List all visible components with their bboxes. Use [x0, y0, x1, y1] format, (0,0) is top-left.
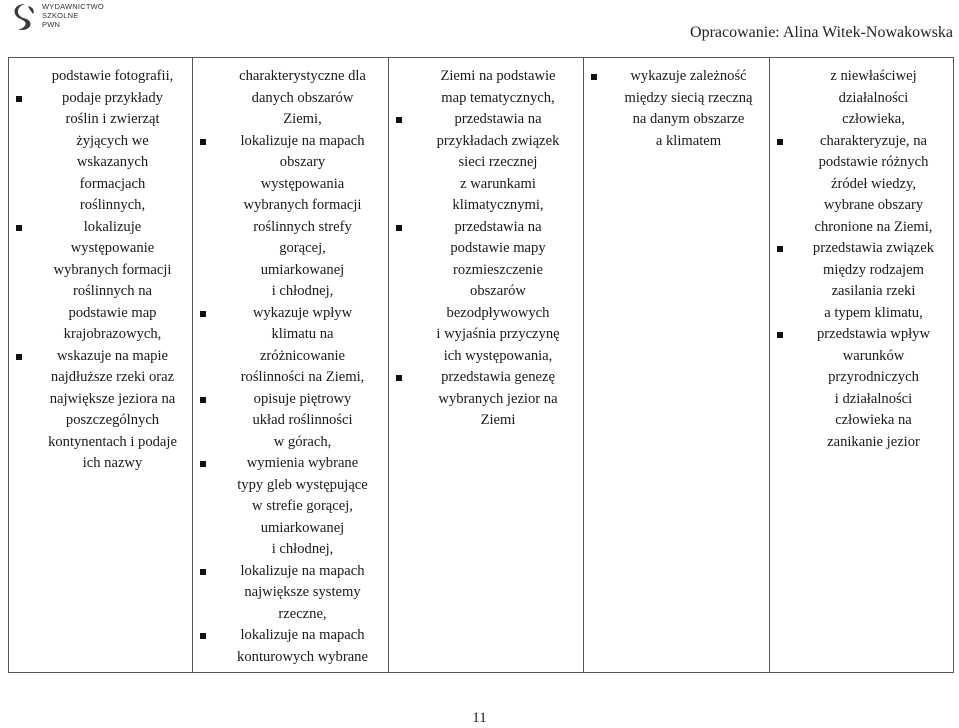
list-item-continuation: umiarkowanej [260, 261, 345, 278]
list-item-continuation: przykładach związek [436, 132, 560, 149]
list-item-continuation: wybranych jezior na [438, 390, 558, 407]
list-item-continuation: największe systemy [244, 584, 361, 600]
list-item-continuation: największe jeziora na [49, 390, 176, 407]
list-item-continuation: rzeczne, [278, 605, 327, 622]
list-item-continuation: roślinności na Ziemi, [240, 369, 365, 385]
list-item-continuation: człowieka na [835, 412, 912, 428]
list-item-continuation: z niewłaściwej [830, 68, 917, 84]
col-list [393, 66, 579, 432]
list-item-continuation: wskazanych [76, 154, 149, 170]
list-item-continuation: kontynentach i podaje [48, 433, 177, 450]
list-item-continuation: a typem klimatu, [824, 304, 923, 321]
list-item-continuation: między rodzajem [823, 261, 924, 278]
table-cell-col-2 [193, 58, 389, 673]
bullet-list-item: przedstawia wpływ [774, 324, 949, 346]
publisher-line: WYDAWNICTWO [42, 2, 104, 11]
list-item-continuation: żyjących we [76, 132, 149, 149]
bullet-list-item: wskazuje na mapie [13, 346, 188, 368]
list-item-continuation: podstawie fotografii, [51, 68, 174, 84]
table-cell-col-4 [584, 58, 770, 673]
col-list [13, 66, 188, 475]
list-item-continuation: wybranych formacji [243, 197, 362, 213]
list-item-continuation: chronione na Ziemi, [814, 218, 933, 235]
list-item-continuation: rozmieszczenie [453, 261, 543, 278]
bullet-list-item: przedstawia na [393, 109, 579, 131]
list-item-continuation: człowieka, [842, 111, 905, 127]
list-item-continuation: występowanie [70, 240, 155, 256]
list-item-continuation: roślinnych, [79, 197, 146, 213]
list-item-continuation: roślin i zwierząt [65, 111, 160, 127]
bullet-list-item: lokalizuje na mapach [197, 561, 384, 583]
bullet-list-item: wykazuje zależność [588, 66, 765, 88]
table-cell-col-3 [389, 58, 584, 673]
list-item-continuation: warunków [842, 347, 905, 364]
list-item-continuation: zanikanie jezior [827, 433, 920, 450]
list-item-continuation: klimatycznymi, [452, 197, 544, 213]
list-item-continuation: bezodpływowych [446, 304, 550, 321]
list-item-continuation: najdłuższe rzeki oraz [50, 369, 175, 385]
list-item-continuation: a klimatem [655, 132, 722, 149]
bullet-list-item: przedstawia genezę [393, 367, 579, 389]
bullet-list-item: przedstawia związek [774, 238, 949, 260]
list-item-continuation: Ziemi na podstawie [440, 68, 556, 84]
list-item-continuation: między siecią rzeczną [624, 89, 753, 106]
list-item-continuation: źródeł wiedzy, [831, 175, 916, 192]
list-item-continuation: i wyjaśnia przyczynę [436, 326, 560, 342]
list-item-continuation: krajobrazowych, [63, 326, 162, 342]
list-item-continuation: typy gleb występujące [237, 476, 368, 493]
list-item-continuation: Ziemi, [283, 111, 322, 127]
col-list [197, 66, 384, 668]
publisher-line: PWN [42, 20, 61, 29]
list-item-continuation: podstawie mapy [450, 240, 546, 256]
list-item-continuation: poszczególnych [65, 412, 160, 428]
bullet-list-item: wykazuje wpływ [197, 303, 384, 325]
bullet-list-item: wymienia wybrane [197, 453, 384, 475]
bullet-list-item: lokalizuje na mapach [197, 625, 384, 647]
table-cell-col-5 [770, 58, 954, 673]
publisher-line: SZKOLNE [42, 11, 79, 20]
list-item-continuation: umiarkowanej [260, 519, 345, 536]
list-item-continuation: konturowych wybrane [237, 648, 368, 665]
list-item-continuation: ich występowania, [443, 347, 553, 364]
list-item-continuation: zróżnicowanie [259, 347, 346, 364]
list-item-continuation: gorącej, [279, 240, 326, 256]
requirements-table [8, 57, 954, 673]
list-item-continuation: z warunkami [460, 175, 536, 192]
bullet-list-item: przedstawia na [393, 217, 579, 239]
bullet-list-item: charakteryzuje, na [774, 131, 949, 153]
list-item-continuation: danych obszarów [251, 89, 354, 106]
publisher-logo [12, 2, 104, 32]
list-item-continuation: działalności [838, 89, 909, 106]
table-cell-col-1 [9, 58, 193, 673]
bullet-list-item: podaje przykłady [13, 88, 188, 110]
bullet-list-item: lokalizuje [13, 217, 188, 239]
list-item-continuation: obszarów [470, 283, 526, 299]
list-item-continuation: układ roślinności [252, 412, 353, 428]
bullet-list-item: lokalizuje na mapach [197, 131, 384, 153]
list-item-continuation: i chłodnej, [271, 283, 334, 299]
table-row [9, 58, 954, 673]
list-item-continuation: i chłodnej, [271, 541, 334, 557]
list-item-continuation: podstawie map [68, 304, 157, 321]
list-item-continuation: zasilania rzeki [831, 283, 916, 299]
list-item-continuation: na danym obszarze [632, 111, 745, 127]
list-item-continuation: roślinnych na [72, 283, 153, 299]
list-item-continuation: klimatu na [271, 326, 334, 342]
col-list [774, 66, 949, 453]
list-item-continuation: wybranych formacji [53, 261, 172, 278]
author-credit: Opracowanie: Alina Witek-Nowakowska [690, 24, 953, 41]
list-item-continuation: formacjach [79, 175, 146, 192]
list-item-continuation: i działalności [834, 390, 913, 407]
page-number: 11 [472, 710, 487, 726]
list-item-continuation: przyrodniczych [828, 369, 919, 385]
col-list [588, 66, 765, 152]
list-item-continuation: podstawie różnych [818, 154, 929, 170]
bullet-list-item: opisuje piętrowy [197, 389, 384, 411]
list-item-continuation: ich nazwy [82, 455, 143, 471]
publisher-logo-icon [12, 2, 38, 32]
publisher-name [42, 2, 104, 29]
list-item-continuation: Ziemi [480, 412, 516, 428]
list-item-continuation: charakterystyczne dla [239, 68, 366, 84]
list-item-continuation: wybrane obszary [823, 197, 924, 213]
list-item-continuation: w strefie gorącej, [252, 498, 353, 514]
list-item-continuation: sieci rzecznej [458, 154, 538, 170]
list-item-continuation: w górach, [273, 433, 332, 450]
list-item-continuation: występowania [260, 175, 345, 192]
list-item-continuation: map tematycznych, [441, 89, 555, 106]
list-item-continuation: obszary [279, 154, 326, 170]
list-item-continuation: roślinnych strefy [253, 218, 352, 235]
